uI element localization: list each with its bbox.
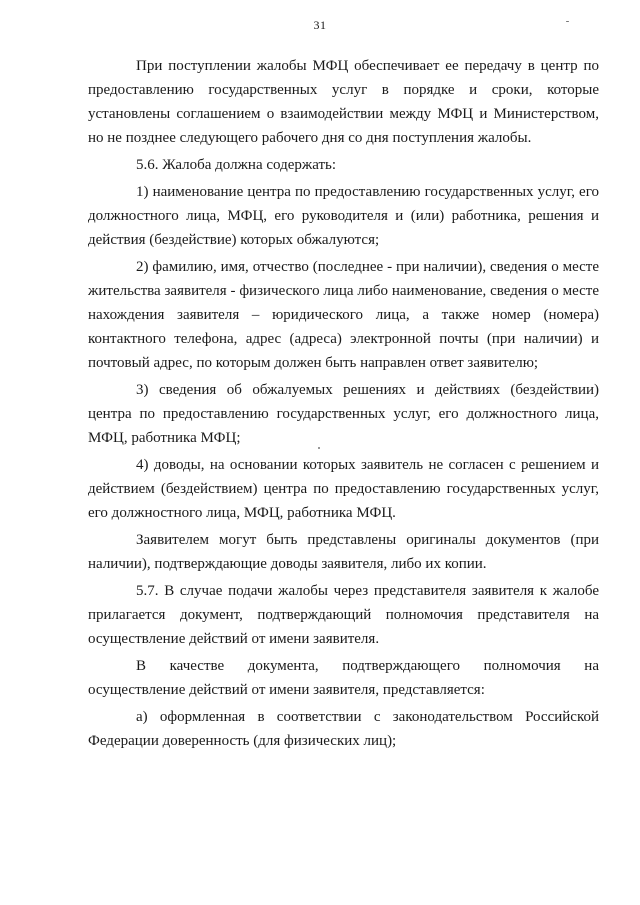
paragraph-mfc-complaint-transfer: При поступлении жалобы МФЦ обеспечивает ее передачу в центр по предоставлению государственных услуг в порядке и сроки, которые установлены соглашением о взаимодействии между МФЦ и Министерством, но не позднее следующего рабочего дня со дня поступления жалобы. xyxy=(88,58,599,146)
paragraph-item-1: 1) наименование центра по предоставлению государственных услуг, его должностного лица, МФЦ, его руководителя и (или) работника, решения и действия (бездействие) которых обжалуются; xyxy=(88,184,599,248)
paragraph-item-a: а) оформленная в соответствии с законодательством Российской Федерации доверенность (для физических лиц); xyxy=(88,709,599,749)
paragraph-5-7: 5.7. В случае подачи жалобы через представителя заявителя к жалобе прилагается документ, подтверждающий полномочия представителя на осуществление действий от имени заявителя. xyxy=(88,583,599,647)
paragraph-originals: Заявителем могут быть представлены оригиналы документов (при наличии), подтверждающие доводы заявителя, либо их копии. xyxy=(88,532,599,572)
paragraph-item-4: 4) доводы, на основании которых заявитель не согласен с решением и действием (бездействием) центра по предоставлению государственных услуг, его должностного лица, МФЦ, работника МФЦ. xyxy=(88,457,599,521)
document-body xyxy=(88,54,599,756)
scan-speck xyxy=(318,447,320,449)
paragraph-authority-document: В качестве документа, подтверждающего полномочия на осуществление действий от имени заявителя, представляется: xyxy=(88,658,599,698)
scan-speck xyxy=(566,21,569,22)
paragraph-item-2: 2) фамилию, имя, отчество (последнее - при наличии), сведения о месте жительства заявителя - физического лица либо наименование, сведения о месте нахождения заявителя – юридического лица, а также номер (номера) контактного телефона, адрес (адреса) электронной почты (при наличии) и почтовый адрес, по которым должен быть направлен ответ заявителю; xyxy=(88,259,599,371)
paragraph-5-6-heading: 5.6. Жалоба должна содержать: xyxy=(136,157,337,173)
page-number: 31 xyxy=(313,18,327,32)
paragraph-item-3: 3) сведения об обжалуемых решениях и действиях (бездействии) центра по предоставлению государственных услуг, его должностного лица, МФЦ, работника МФЦ; xyxy=(88,382,599,446)
